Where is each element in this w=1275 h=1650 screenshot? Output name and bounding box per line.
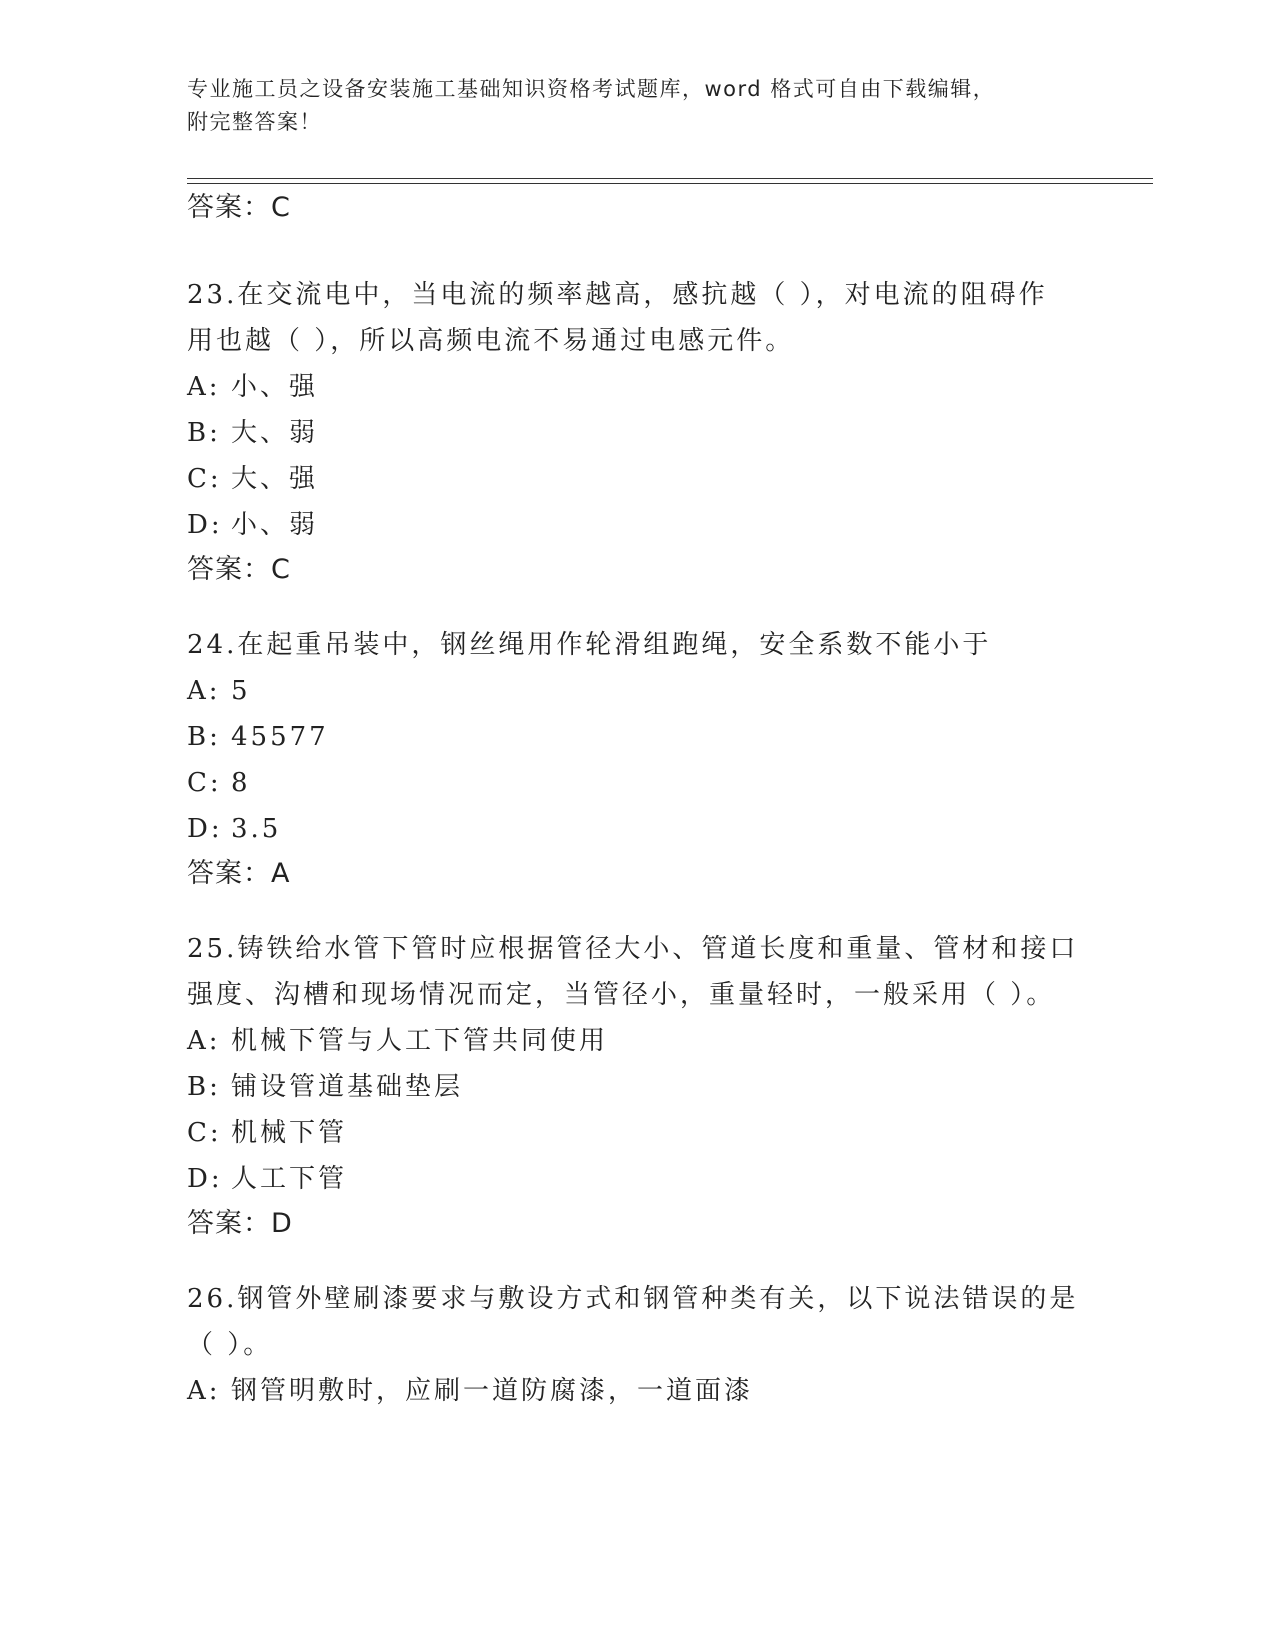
question-text-line: 26.钢管外壁刷漆要求与敷设方式和钢管种类有关，以下说法错误的是 [187,1284,1079,1314]
option-c [187,760,1087,806]
option-label: C: [187,464,222,494]
option-label: B: [187,418,221,448]
option-label: D: [187,1164,223,1194]
question-26 [187,1276,1087,1414]
option-text: 5 [231,676,251,706]
question-text-line: 24.在起重吊装中，钢丝绳用作轮滑组跑绳，安全系数不能小于 [187,630,992,660]
option-label: B: [187,1072,221,1102]
header-divider-top [187,178,1153,179]
option-text: 机械下管与人工下管共同使用 [231,1026,609,1056]
option-label: B: [187,722,221,752]
option-text: 小、弱 [231,510,319,540]
question-text-line: 用也越（ ），所以高频电流不易通过电感元件。 [187,326,795,356]
question-text-line: 25.铸铁给水管下管时应根据管径大小、管道长度和重量、管材和接口 [187,934,1079,964]
option-a [187,1018,1087,1064]
option-a [187,1368,1087,1414]
option-label: A: [187,676,221,706]
option-text: 人工下管 [231,1164,348,1194]
question-25 [187,926,1087,1244]
header-divider-bottom [187,183,1153,184]
option-c [187,456,1087,502]
option-label: A: [187,1026,221,1056]
option-label: D: [187,510,223,540]
option-c [187,1110,1087,1156]
option-a [187,364,1087,410]
option-a [187,668,1087,714]
answer-line: 答案：A [187,858,291,889]
option-b [187,714,1087,760]
question-text-line: （ ）。 [187,1330,273,1360]
question-24 [187,622,1087,894]
option-label: A: [187,372,221,402]
question-text-line: 强度、沟槽和现场情况而定，当管径小，重量轻时，一般采用（ ）。 [187,980,1056,1010]
option-text: 3.5 [231,814,282,844]
option-b [187,1064,1087,1110]
option-text: 机械下管 [231,1118,348,1148]
question-23 [187,272,1087,590]
option-label: C: [187,768,222,798]
option-text: 小、强 [231,372,319,402]
header-line-2: 附完整答案！ [187,110,322,134]
option-text: 8 [231,768,251,798]
answer-line: 答案：C [187,554,291,585]
option-d [187,502,1087,548]
question-text-line: 23.在交流电中，当电流的频率越高，感抗越（ ），对电流的阻碍作 [187,280,1048,310]
option-d [187,1156,1087,1202]
option-label: A: [187,1376,221,1406]
option-text: 铺设管道基础垫层 [231,1072,464,1102]
option-b [187,410,1087,456]
answer-line: 答案：D [187,1208,293,1239]
option-label: C: [187,1118,222,1148]
option-text: 大、弱 [231,418,319,448]
document-header [187,73,1067,139]
answer-line: 答案：C [187,192,291,223]
option-label: D: [187,814,223,844]
option-text: 大、强 [231,464,319,494]
header-line-1: 专业施工员之设备安装施工基础知识资格考试题库，word 格式可自由下载编辑， [187,77,996,101]
option-d [187,806,1087,852]
option-text: 45577 [231,722,329,752]
option-text: 钢管明敷时，应刷一道防腐漆，一道面漆 [231,1376,754,1406]
